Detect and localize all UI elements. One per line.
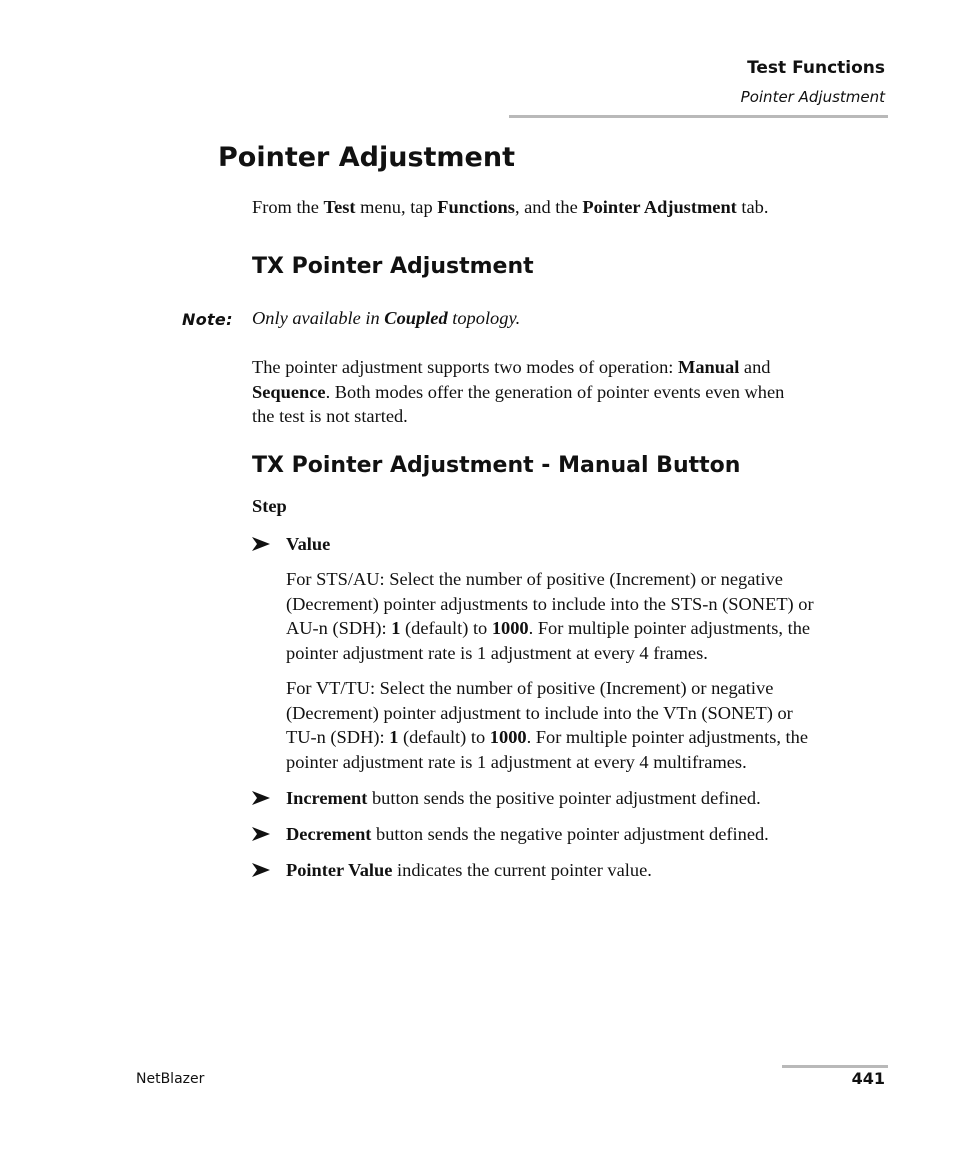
note-label: Note:: [182, 310, 233, 329]
arrow-bullet-icon: [252, 537, 270, 551]
intro-paragraph: From the Test menu, tap Functions, and the Pointer Adjustment tab.: [252, 197, 769, 217]
arrow-bullet-icon: [252, 791, 270, 805]
value-sts-au-paragraph: For STS/AU: Select the number of positive (Increment) or negative (Decrement) pointer adjustments to include into the STS-n (SONET) or AU-n (SDH): 1 (default) to 1000. For multiple pointer adjustments, the pointer adjustment rate is 1 adjustment at every 4 frames.: [286, 569, 814, 663]
page-number: 441: [851, 1069, 885, 1088]
running-header-section: Pointer Adjustment: [740, 88, 885, 106]
footer-product-name: NetBlazer: [136, 1071, 205, 1087]
page-title: Pointer Adjustment: [218, 142, 515, 173]
arrow-bullet-icon: [252, 827, 270, 841]
tx-pointer-adjustment-heading: TX Pointer Adjustment: [252, 254, 534, 279]
step-label: Step: [252, 496, 287, 516]
value-vt-tu-paragraph: For VT/TU: Select the number of positive (Increment) or negative (Decrement) pointer adjustment to include into the VTn (SONET) or TU-n (SDH): 1 (default) to 1000. For multiple pointer adjustments, the pointer adjustment rate is 1 adjustment at every 4 multiframes.: [286, 678, 809, 772]
manual-button-heading: TX Pointer Adjustment - Manual Button: [252, 453, 741, 478]
note-text: Only available in Coupled topology.: [252, 308, 521, 328]
arrow-bullet-icon: [252, 863, 270, 877]
header-rule: [509, 115, 888, 118]
modes-paragraph: The pointer adjustment supports two modes of operation: Manual and Sequence. Both modes offer the generation of pointer events even when the test is not started.: [252, 357, 785, 426]
footer-rule: [782, 1065, 888, 1068]
running-header-chapter: Test Functions: [747, 58, 885, 78]
